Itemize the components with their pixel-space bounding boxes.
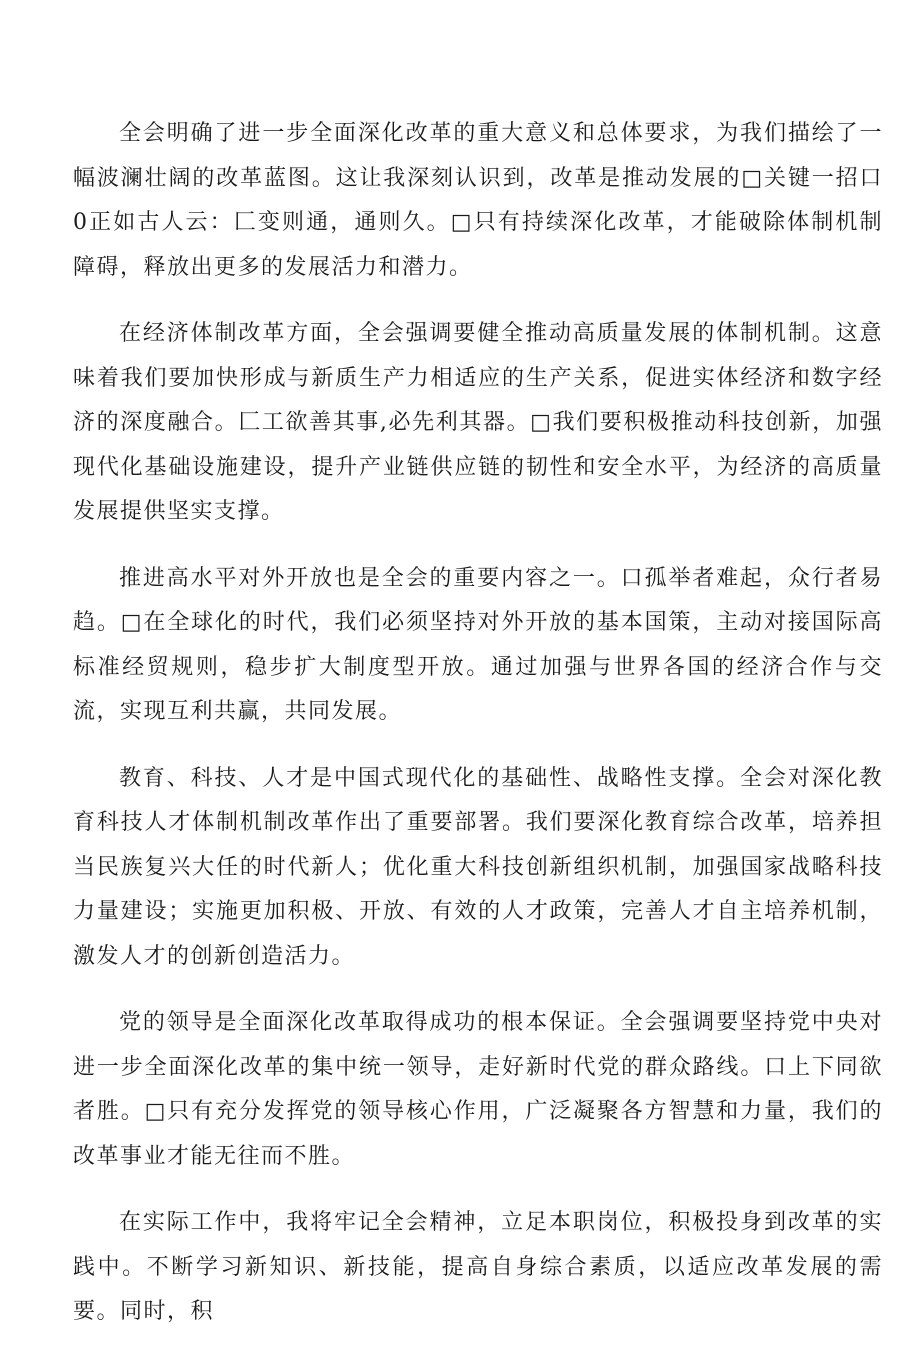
paragraph-5: 党的领导是全面深化改革取得成功的根本保证。全会强调要坚持党中央对进一步全面深化改革的集中统一领导，走好新时代党的群众路线。口上下同欲者胜。□只有充分发挥党的领导核心作用，广泛凝聚各方智慧和力量，我们的改革事业才能无往而不胜。 — [73, 1010, 883, 1169]
paragraph-2: 在经济体制改革方面，全会强调要健全推动高质量发展的体制机制。这意味着我们要加快形成与新质生产力相适应的生产关系，促进实体经济和数字经济的深度融合。匚工欲善其事,必先利其器。□我们要积极推动科技创新，加强现代化基础设施建设，提升产业链供应链的韧性和安全水平，为经济的高质量发展提供坚实支撑。 — [73, 321, 883, 524]
paragraph-4: 教育、科技、人才是中国式现代化的基础性、战略性支撑。全会对深化教育科技人才体制机制改革作出了重要部署。我们要深化教育综合改革，培养担当民族复兴大任的时代新人；优化重大科技创新组织机制，加强国家战略科技力量建设；实施更加积极、开放、有效的人才政策，完善人才自主培养机制，激发人才的创新创造活力。 — [73, 765, 883, 969]
paragraph-1: 全会明确了进一步全面深化改革的重大意义和总体要求，为我们描绘了一幅波澜壮阔的改革蓝图。这让我深刻认识到，改革是推动发展的□关键一招口0正如古人云：匚变则通，通则久。□只有持续深化改革，才能破除体制机制障碍，释放出更多的发展活力和潜力。 — [73, 121, 883, 280]
paragraph-3: 推进高水平对外开放也是全会的重要内容之一。口孤举者难起，众行者易趋。□在全球化的时代，我们必须坚持对外开放的基本国策，主动对接国际高标准经贸规则，稳步扩大制度型开放。通过加强与世界各国的经济合作与交流，实现互利共赢，共同发展。 — [73, 565, 883, 724]
document-body — [73, 112, 883, 1357]
paragraph-6: 在实际工作中，我将牢记全会精神，立足本职岗位，积极投身到改革的实践中。不断学习新知识、新技能，提高自身综合素质，以适应改革发展的需要。同时，积 — [73, 1210, 883, 1324]
